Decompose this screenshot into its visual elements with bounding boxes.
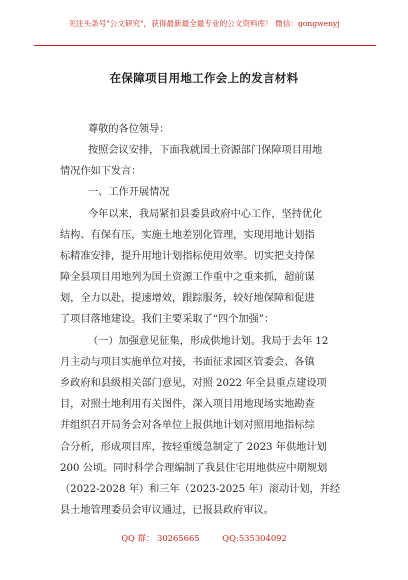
paragraph-line: 了项目落地建设。我们主要采取了“四个加强”： bbox=[60, 314, 275, 325]
paragraph-line: 划，全力以赴，提速增效，跟踪服务，较好地保障和促进 bbox=[60, 293, 315, 304]
paragraph-line: 县土地管理委员会审议通过，已报县政府审议。 bbox=[60, 505, 274, 516]
paragraph-line: 合分析，形成项目库，按轻重缓急制定了 2023 年供地计划 bbox=[60, 442, 327, 453]
paragraph-line: 结构、有保有压，实施土地差别化管理，实现用地计划指 bbox=[60, 230, 315, 241]
paragraph-line: 目，对照土地利用有关图件，深入项目用地现场实地勘查 bbox=[60, 399, 315, 410]
paragraph-line: 情况作如下发言： bbox=[60, 166, 142, 177]
paragraph-line: 障全县项目用地列为国土资源工作重中之重来抓，超前谋 bbox=[60, 272, 315, 283]
paragraph-line: 月主动与项目实施单位对接，书面征求园区管委会、各镇 bbox=[60, 357, 315, 368]
section-heading: 一、工作开展情况 bbox=[88, 187, 170, 198]
header-banner: 关注头条号"公文研究"，获得最新最全最专业的公文资料库！ 微信：gongwenyj bbox=[68, 19, 340, 28]
paragraph-line: 按照会议安排，下面我就国土资源部门保障项目用地 bbox=[88, 145, 323, 156]
paragraph-line: 今年以来，我局紧扣县委县政府中心工作，坚持优化 bbox=[88, 209, 323, 220]
paragraph-line: （一）加强意见征集，形成供地计划。我局于去年 12 bbox=[88, 336, 329, 347]
footer-qq-number: QQ:535304092 bbox=[222, 533, 287, 543]
header-divider bbox=[34, 45, 376, 46]
footer-qq-group: QQ 群： 30265665 bbox=[121, 533, 200, 543]
paragraph-line: （2022-2028 年）和三年（2023-2025 年）滚动计划，并经 bbox=[60, 484, 341, 495]
paragraph-line: 乡政府和县级相关部门意见，对照 2022 年全县重点建设项 bbox=[60, 378, 327, 389]
paragraph-line: 并组织召开局务会对各单位上报供地计划对照用地指标综 bbox=[60, 420, 315, 431]
paragraph-line: 标精准安排，提升用地计划指标使用效率。切实把支持保 bbox=[60, 251, 315, 262]
paragraph-line: 200 公顷。同时科学合理编制了我县住宅用地供应中期规划 bbox=[60, 463, 328, 474]
footer-contact bbox=[0, 532, 408, 544]
document-title: 在保障项目用地工作会上的发言材料 bbox=[109, 71, 299, 85]
salutation: 尊敬的各位领导： bbox=[88, 124, 170, 135]
